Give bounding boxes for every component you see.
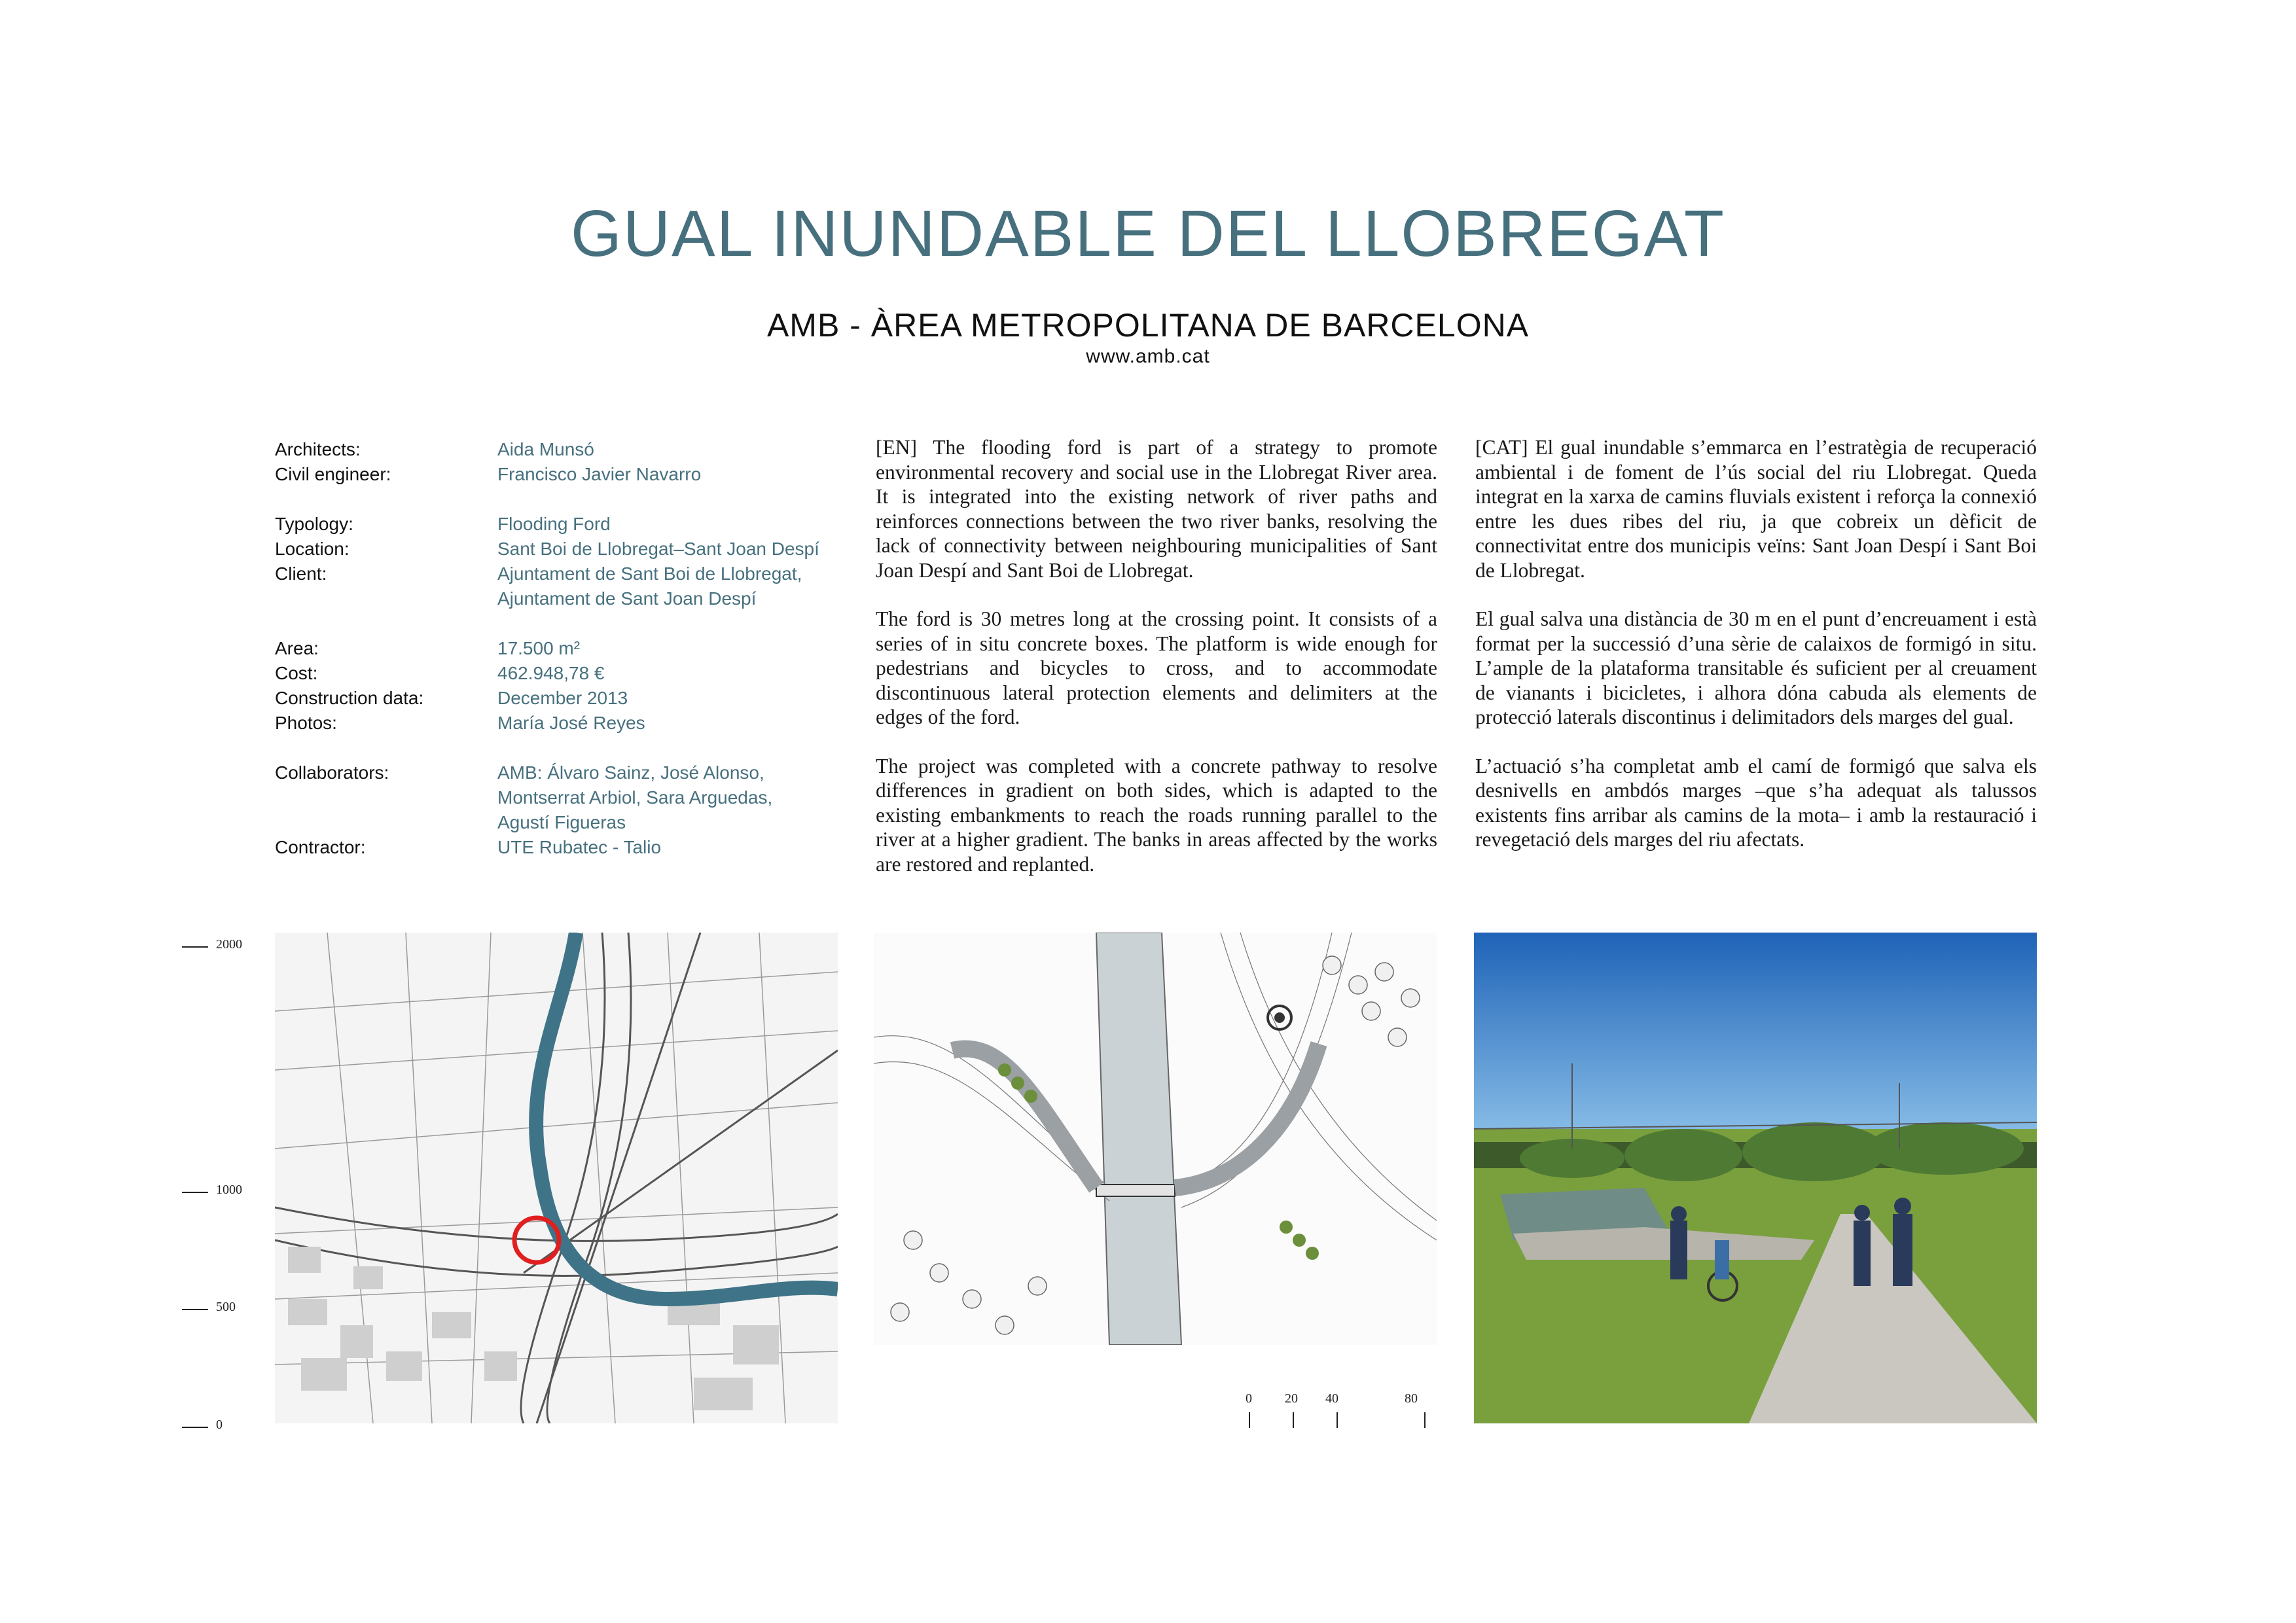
paragraph: El gual salva una distància de 30 m en el punt d’encreuament i està format per la successió d’una sèrie de calaixos de formigó in situ. L’ample de la plataforma transitable és suficient per al creuament de vianants i bicicletes, i alhora dóna cabuda als elements de protecció laterals discontinus i delimitadors dels marges del gual. — [1475, 607, 2037, 728]
scale-mark — [182, 1192, 208, 1193]
datasheet-value: Ajuntament de Sant Boi de Llobregat, — [497, 563, 802, 584]
datasheet-label: Location: — [275, 539, 350, 559]
datasheet-value: AMB: Álvaro Sainz, José Alonso, — [497, 762, 764, 783]
website-link[interactable]: www.amb.cat — [1086, 346, 1210, 367]
datasheet-label: Architects: — [275, 439, 361, 459]
map-drawing — [275, 933, 838, 1423]
datasheet-label: Photos: — [275, 713, 337, 733]
datasheet-value: María José Reyes — [497, 713, 645, 733]
site-photo — [1474, 933, 2037, 1423]
scale-label: 500 — [216, 1300, 236, 1314]
plan-drawing — [874, 933, 1437, 1345]
datasheet-label: Client: — [275, 563, 327, 584]
datasheet-value: 462.948,78 € — [497, 663, 605, 683]
scale-label: 1000 — [216, 1183, 242, 1197]
datasheet-label: Construction data: — [275, 688, 424, 708]
datasheet-label: Area: — [275, 638, 319, 658]
scale-tick — [1336, 1412, 1338, 1428]
site-plan — [874, 933, 1437, 1345]
scale-label: 20 — [1285, 1391, 1298, 1406]
scale-label: 80 — [1405, 1391, 1418, 1406]
datasheet-value: Flooding Ford — [497, 514, 611, 534]
scale-tick — [1424, 1412, 1426, 1428]
text-column-cat — [1475, 435, 2037, 876]
page-subtitle: AMB - ÀREA METROPOLITANA DE BARCELONA — [766, 307, 1530, 344]
scale-label: 2000 — [216, 937, 242, 952]
text-column-en — [876, 435, 1437, 901]
datasheet-label: Typology: — [275, 514, 353, 534]
ford-platform — [1096, 1185, 1175, 1196]
scale-tick — [1293, 1412, 1294, 1428]
datasheet-value: Francisco Javier Navarro — [497, 464, 702, 484]
datasheet-label: Collaborators: — [275, 762, 389, 783]
paragraph: The project was completed with a concrete pathway to resolve differences in gradient on both sides, which is adapted to the existing embankments to reach the roads running parallel to the river at a higher gradient. The banks in areas affected by the works are restored and replanted. — [876, 754, 1437, 876]
scale-label: 0 — [1246, 1391, 1252, 1406]
datasheet-value: Montserrat Arbiol, Sara Arguedas, — [497, 787, 773, 808]
scale-tick — [1249, 1412, 1250, 1428]
scale-mark — [182, 946, 208, 948]
datasheet-label: Contractor: — [275, 837, 366, 857]
datasheet-value: Agustí Figueras — [497, 812, 626, 832]
datasheet-value: Sant Boi de Llobregat–Sant Joan Despí — [497, 539, 819, 559]
datasheet-value: December 2013 — [497, 688, 628, 708]
datasheet-value: UTE Rubatec - Talio — [497, 837, 662, 857]
photo-illustration — [1474, 933, 2037, 1423]
location-map — [275, 933, 838, 1423]
paragraph: [EN] The flooding ford is part of a strategy to promote environmental recovery and social use in the Llobregat River area. It is integrated into the existing network of river paths and reinforces connections between the two river banks, resolving the lack of connectivity between neighbouring municipalities of Sant Joan Despí and Sant Boi de Llobregat. — [876, 436, 1437, 582]
scale-label: 40 — [1325, 1391, 1338, 1406]
datasheet-label: Cost: — [275, 663, 318, 683]
paragraph: [CAT] El gual inundable s’emmarca en l’estratègia de recuperació ambiental i de foment de l’ús social del riu Llobregat. Queda integrat en la xarxa de camins fluvials existent i reforça la connexió entre les dues ribes del riu, ja que cobreix un dèficit de connectivitat entre dos municipis veïns: Sant Joan Despí i Sant Boi de Llobregat. — [1475, 436, 2037, 582]
datasheet-value: 17.500 m² — [497, 638, 581, 658]
datasheet-value: Ajuntament de Sant Joan Despí — [497, 588, 757, 609]
page-title: GUAL INUNDABLE DEL LLOBREGAT — [571, 197, 1725, 270]
scale-mark — [182, 1309, 208, 1310]
datasheet-label: Civil engineer: — [275, 464, 391, 484]
scale-label: 0 — [216, 1418, 223, 1432]
paragraph: L’actuació s’ha completat amb el camí de formigó que salva els desnivells en ambdós marges –que s’ha adequat als talussos existents fins arribar als camins de la mota– i amb la restauració i revegetació dels marges del riu afectats. — [1475, 754, 2037, 851]
datasheet-value: Aida Munsó — [497, 439, 594, 459]
paragraph: The ford is 30 metres long at the crossing point. It consists of a series of in situ concrete boxes. The platform is wide enough for pedestrians and bicycles to cross, and to accommodate discontinuous lateral protection elements and delimiters at the edges of the ford. — [876, 607, 1437, 728]
scale-mark — [182, 1427, 208, 1428]
